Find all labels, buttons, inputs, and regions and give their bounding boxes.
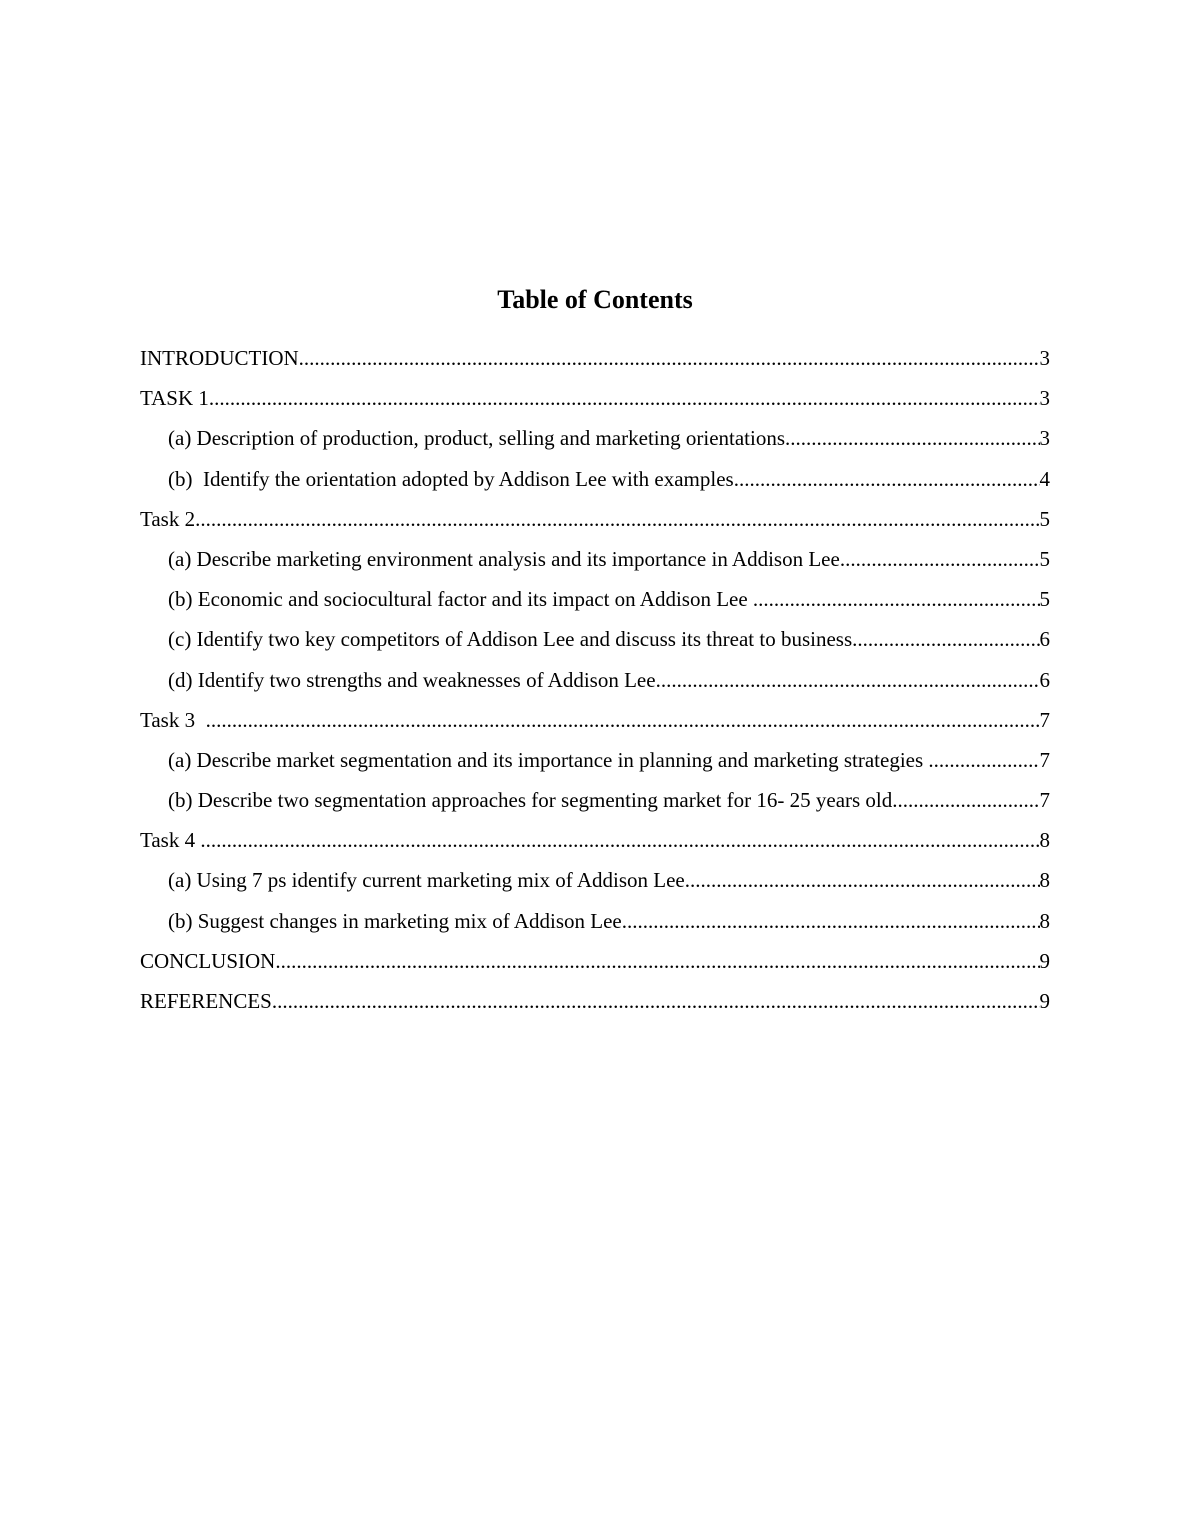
- toc-page-number: 3: [1039, 346, 1050, 370]
- toc-page-number: 8: [1039, 868, 1050, 893]
- toc-page-number: 7: [1039, 788, 1050, 813]
- toc-entry-task-4a[interactable]: [140, 860, 1050, 900]
- toc-page-number: 5: [1039, 546, 1050, 571]
- toc-title: Table of Contents: [497, 285, 693, 314]
- toc-entry-task-1a[interactable]: [140, 418, 1050, 458]
- toc-entry-task-2b[interactable]: [140, 579, 1050, 619]
- toc-page-number: 6: [1039, 627, 1050, 652]
- toc-entry-text: (d) Identify two strengths and weaknesses of Addison Lee: [168, 667, 656, 692]
- toc-leader-dots: [892, 780, 1039, 820]
- toc-entry-task-2[interactable]: [140, 499, 1050, 539]
- toc-entry-text: Task 4: [140, 828, 201, 853]
- toc-leader-dots: [685, 860, 1040, 900]
- toc-entry-text: (a) Describe market segmentation and its importance in planning and marketing strategies: [168, 747, 929, 772]
- toc-leader-dots: [275, 941, 1039, 981]
- toc-entry-task-2d[interactable]: [140, 660, 1050, 700]
- toc-page-number: 3: [1039, 386, 1050, 411]
- toc-list: [140, 338, 1050, 1021]
- toc-leader-dots: [753, 579, 1040, 619]
- toc-entry-task-1[interactable]: [140, 378, 1050, 418]
- toc-leader-dots: [299, 338, 1040, 378]
- toc-entry-conclusion[interactable]: [140, 941, 1050, 981]
- toc-entry-task-3a[interactable]: [140, 740, 1050, 780]
- toc-leader-dots: [206, 700, 1040, 740]
- toc-leader-dots: [195, 499, 1039, 539]
- toc-entry-text: CONCLUSION: [140, 948, 276, 973]
- toc-entry-text: (b) Identify the orientation adopted by Addison Lee with examples: [168, 466, 734, 491]
- toc-leader-dots: [200, 820, 1039, 860]
- toc-leader-dots: [656, 660, 1040, 700]
- toc-entry-references[interactable]: [140, 981, 1050, 1021]
- toc-entry-text: REFERENCES: [140, 989, 272, 1013]
- toc-entry-task-3[interactable]: [140, 700, 1050, 740]
- toc-page-number: 8: [1039, 828, 1050, 853]
- toc-leader-dots: [272, 981, 1040, 1021]
- toc-page-number: 7: [1039, 707, 1050, 732]
- toc-page-number: 3: [1039, 426, 1050, 451]
- toc-entry-task-4[interactable]: [140, 820, 1050, 860]
- toc-entry-task-2a[interactable]: [140, 539, 1050, 579]
- toc-page-number: 9: [1039, 989, 1050, 1013]
- toc-entry-introduction[interactable]: [140, 338, 1050, 378]
- toc-entry-text: (a) Using 7 ps identify current marketing mix of Addison Lee: [168, 868, 685, 893]
- toc-entry-text: TASK 1: [140, 386, 209, 411]
- toc-entry-text: Task 3: [140, 707, 206, 732]
- toc-page-number: 9: [1039, 948, 1050, 973]
- toc-entry-text: (a) Description of production, product, selling and marketing orientations: [168, 426, 786, 451]
- toc-leader-dots: [622, 901, 1040, 941]
- toc-leader-dots: [785, 418, 1039, 458]
- toc-entry-task-3b[interactable]: [140, 780, 1050, 820]
- toc-page-number: 4: [1039, 466, 1050, 491]
- toc-leader-dots: [209, 378, 1040, 418]
- toc-entry-text: (b) Describe two segmentation approaches for segmenting market for 16- 25 years old: [168, 788, 893, 813]
- toc-page-number: 7: [1039, 747, 1050, 772]
- toc-entry-text: (a) Describe marketing environment analysis and its importance in Addison Lee: [168, 546, 840, 571]
- toc-page-number: 5: [1039, 587, 1050, 612]
- toc-entry-text: Task 2: [140, 506, 196, 531]
- toc-entry-task-4b[interactable]: [140, 901, 1050, 941]
- toc-entry-task-1b[interactable]: [140, 459, 1050, 499]
- toc-entry-text: (b) Economic and sociocultural factor and its impact on Addison Lee: [168, 587, 753, 612]
- toc-entry-text: (b) Suggest changes in marketing mix of Addison Lee: [168, 908, 622, 933]
- toc-page-number: 5: [1039, 506, 1050, 531]
- toc-entry-text: (c) Identify two key competitors of Addison Lee and discuss its threat to business: [168, 627, 853, 652]
- toc-page-number: 8: [1039, 908, 1050, 933]
- toc-leader-dots: [840, 539, 1040, 579]
- toc-leader-dots: [852, 619, 1039, 659]
- toc-entry-text: INTRODUCTION: [140, 346, 299, 370]
- toc-leader-dots: [928, 740, 1039, 780]
- toc-entry-task-2c[interactable]: [140, 619, 1050, 659]
- toc-leader-dots: [734, 459, 1040, 499]
- toc-page-number: 6: [1039, 667, 1050, 692]
